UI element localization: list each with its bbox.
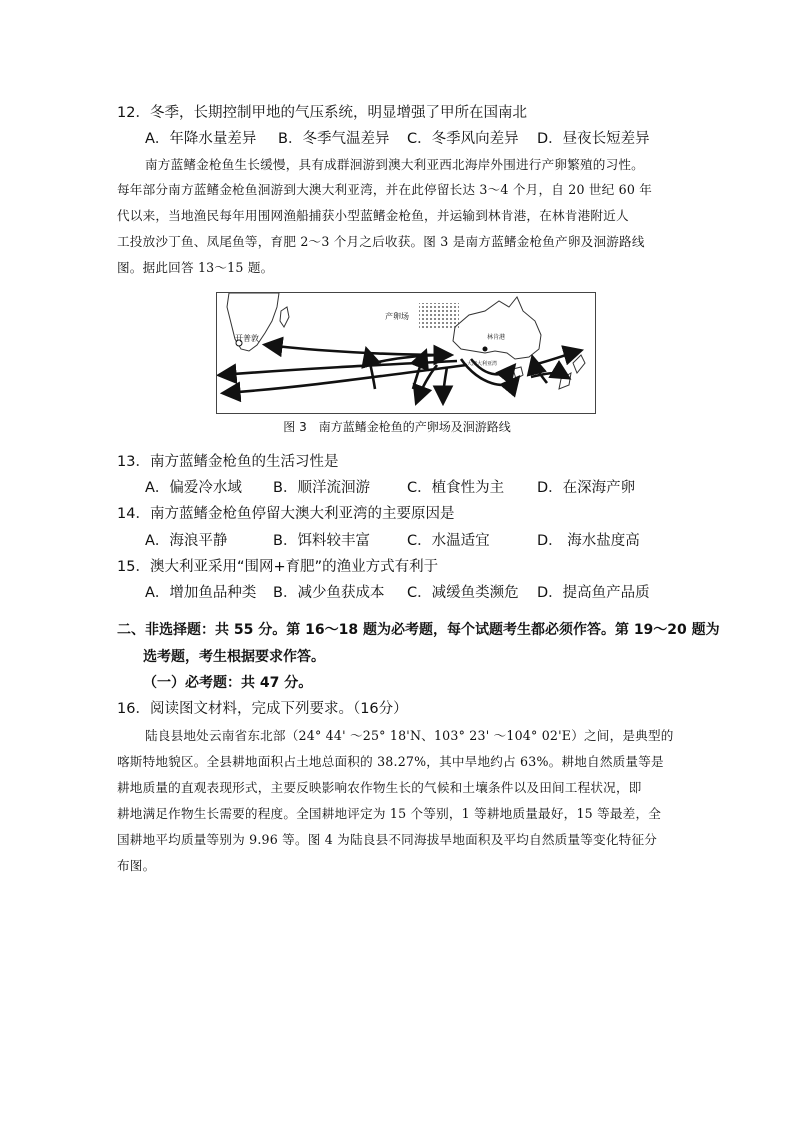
port-lincoln-label: 林肯港	[487, 334, 506, 341]
route-to-cape-town	[267, 345, 447, 355]
passage1-line-3: 代以来，当地渔民每年用围网渔船捕获小型蓝鳍金枪鱼，并运输到林肯港，在林肯港附近人	[117, 208, 629, 223]
q15-option-d: D．提高鱼产品质	[537, 585, 650, 601]
q15-option-a: A．增加鱼品种类	[145, 585, 257, 601]
section2-subheading: （一）必考题：共 47 分。	[143, 675, 313, 691]
australia-landmass	[453, 297, 541, 359]
q16-stem: 16．阅读图文材料，完成下列要求。（16分）	[117, 701, 408, 717]
q16-para-line-5: 国耕地平均质量等别为 9.96 等。图 4 为陆良县不同海拔旱地面积及平均自然质量等变化特征分	[117, 832, 658, 847]
passage1-line-2: 每年部分南方蓝鳍金枪鱼洄游到大澳大利亚湾，并在此停留长达 3～4 个月，自 20 世纪 60 年	[117, 182, 653, 197]
section2-heading-line-2: 选考题，考生根据要求作答。	[143, 649, 325, 665]
spawning-ground-area	[419, 303, 459, 329]
section2-heading-line-1: 二、非选择题：共 55 分。第 16～18 题为必考题，每个试题考生都必须作答。第 19～20 题为	[117, 622, 720, 638]
new-zealand-islands	[559, 355, 585, 389]
q14-option-d: D． 海水盐度高	[537, 533, 640, 549]
figure-3-caption: 图 3 南方蓝鳍金枪鱼的产卵场及洄游路线	[283, 420, 511, 434]
route-to-nz	[531, 373, 567, 377]
q13-option-b: B．顺洋流洄游	[273, 480, 370, 496]
passage1-line-1: 南方蓝鳍金枪鱼生长缓慢，具有成群洄游到澳大利亚西北海岸外围进行产卵繁殖的习性。	[145, 157, 644, 172]
q16-para-line-4: 耕地满足作物生长需要的程度。全国耕地评定为 15 个等别，1 等耕地质量最好，15 等最差，全	[117, 806, 662, 821]
q13-option-a: A．偏爱冷水域	[145, 480, 242, 496]
migration-map-svg	[217, 293, 595, 413]
madagascar-island	[280, 307, 289, 327]
port-lincoln-marker	[483, 347, 488, 352]
route-east-coast	[533, 351, 579, 365]
q14-option-a: A．海浪平静	[145, 533, 228, 549]
q16-para-line-6: 布图。	[117, 858, 156, 873]
q15-option-b: B．减少鱼获成本	[273, 585, 385, 601]
q12-option-c: C．冬季风向差异	[407, 131, 519, 147]
q14-stem: 14．南方蓝鳍金枪鱼停留大澳大利亚湾的主要原因是	[117, 506, 455, 522]
q14-option-c: C．水温适宜	[407, 533, 490, 549]
tasmania-island	[513, 367, 523, 379]
q16-para-line-3: 耕地质量的直观表现形式，主要反映影响农作物生长的气候和土壤条件以及田间工程状况，即	[117, 780, 642, 795]
q14-option-b: B．饵料较丰富	[273, 533, 370, 549]
q15-option-c: C．减缓鱼类濒危	[407, 585, 519, 601]
cape-town-label: 开普敦	[235, 334, 259, 343]
q16-para-line-1: 陆良县地处云南省东北部（24° 44' ～25° 18'N、103° 23' ～104° 02'E）之间，是典型的	[145, 728, 674, 743]
q13-option-c: C．植食性为主	[407, 480, 505, 496]
q13-option-d: D．在深海产卵	[537, 480, 636, 496]
q12-option-d: D．昼夜长短差异	[537, 131, 650, 147]
q15-stem: 15．澳大利亚采用“围网+育肥”的渔业方式有利于	[117, 559, 439, 575]
q12-option-a: A．年降水量差异	[145, 131, 257, 147]
q12-stem: 12．冬季，长期控制甲地的气压系统，明显增强了甲所在国南北	[117, 105, 527, 121]
spawning-ground-label: 产卵场	[385, 312, 409, 321]
q13-stem: 13．南方蓝鳍金枪鱼的生活习性是	[117, 454, 339, 470]
q16-para-line-2: 喀斯特地貌区。全县耕地面积占土地总面积的 38.27%，其中旱地约占 63%。耕地自然质量等是	[117, 754, 664, 769]
great-australian-bight-label: 大澳大利亚湾	[467, 361, 498, 367]
route-north-1	[367, 351, 375, 389]
passage1-line-4: 工投放沙丁鱼、凤尾鱼等，育肥 2～3 个月之后收获。图 3 是南方蓝鳍金枪鱼产卵及洄游路线	[117, 234, 645, 249]
route-south-2	[443, 367, 447, 401]
figure-3-map	[216, 292, 596, 414]
route-west-lower	[225, 365, 467, 393]
q12-option-b: B．冬季气温差异	[278, 131, 390, 147]
passage1-line-5: 图。据此回答 13～15 题。	[117, 260, 274, 275]
